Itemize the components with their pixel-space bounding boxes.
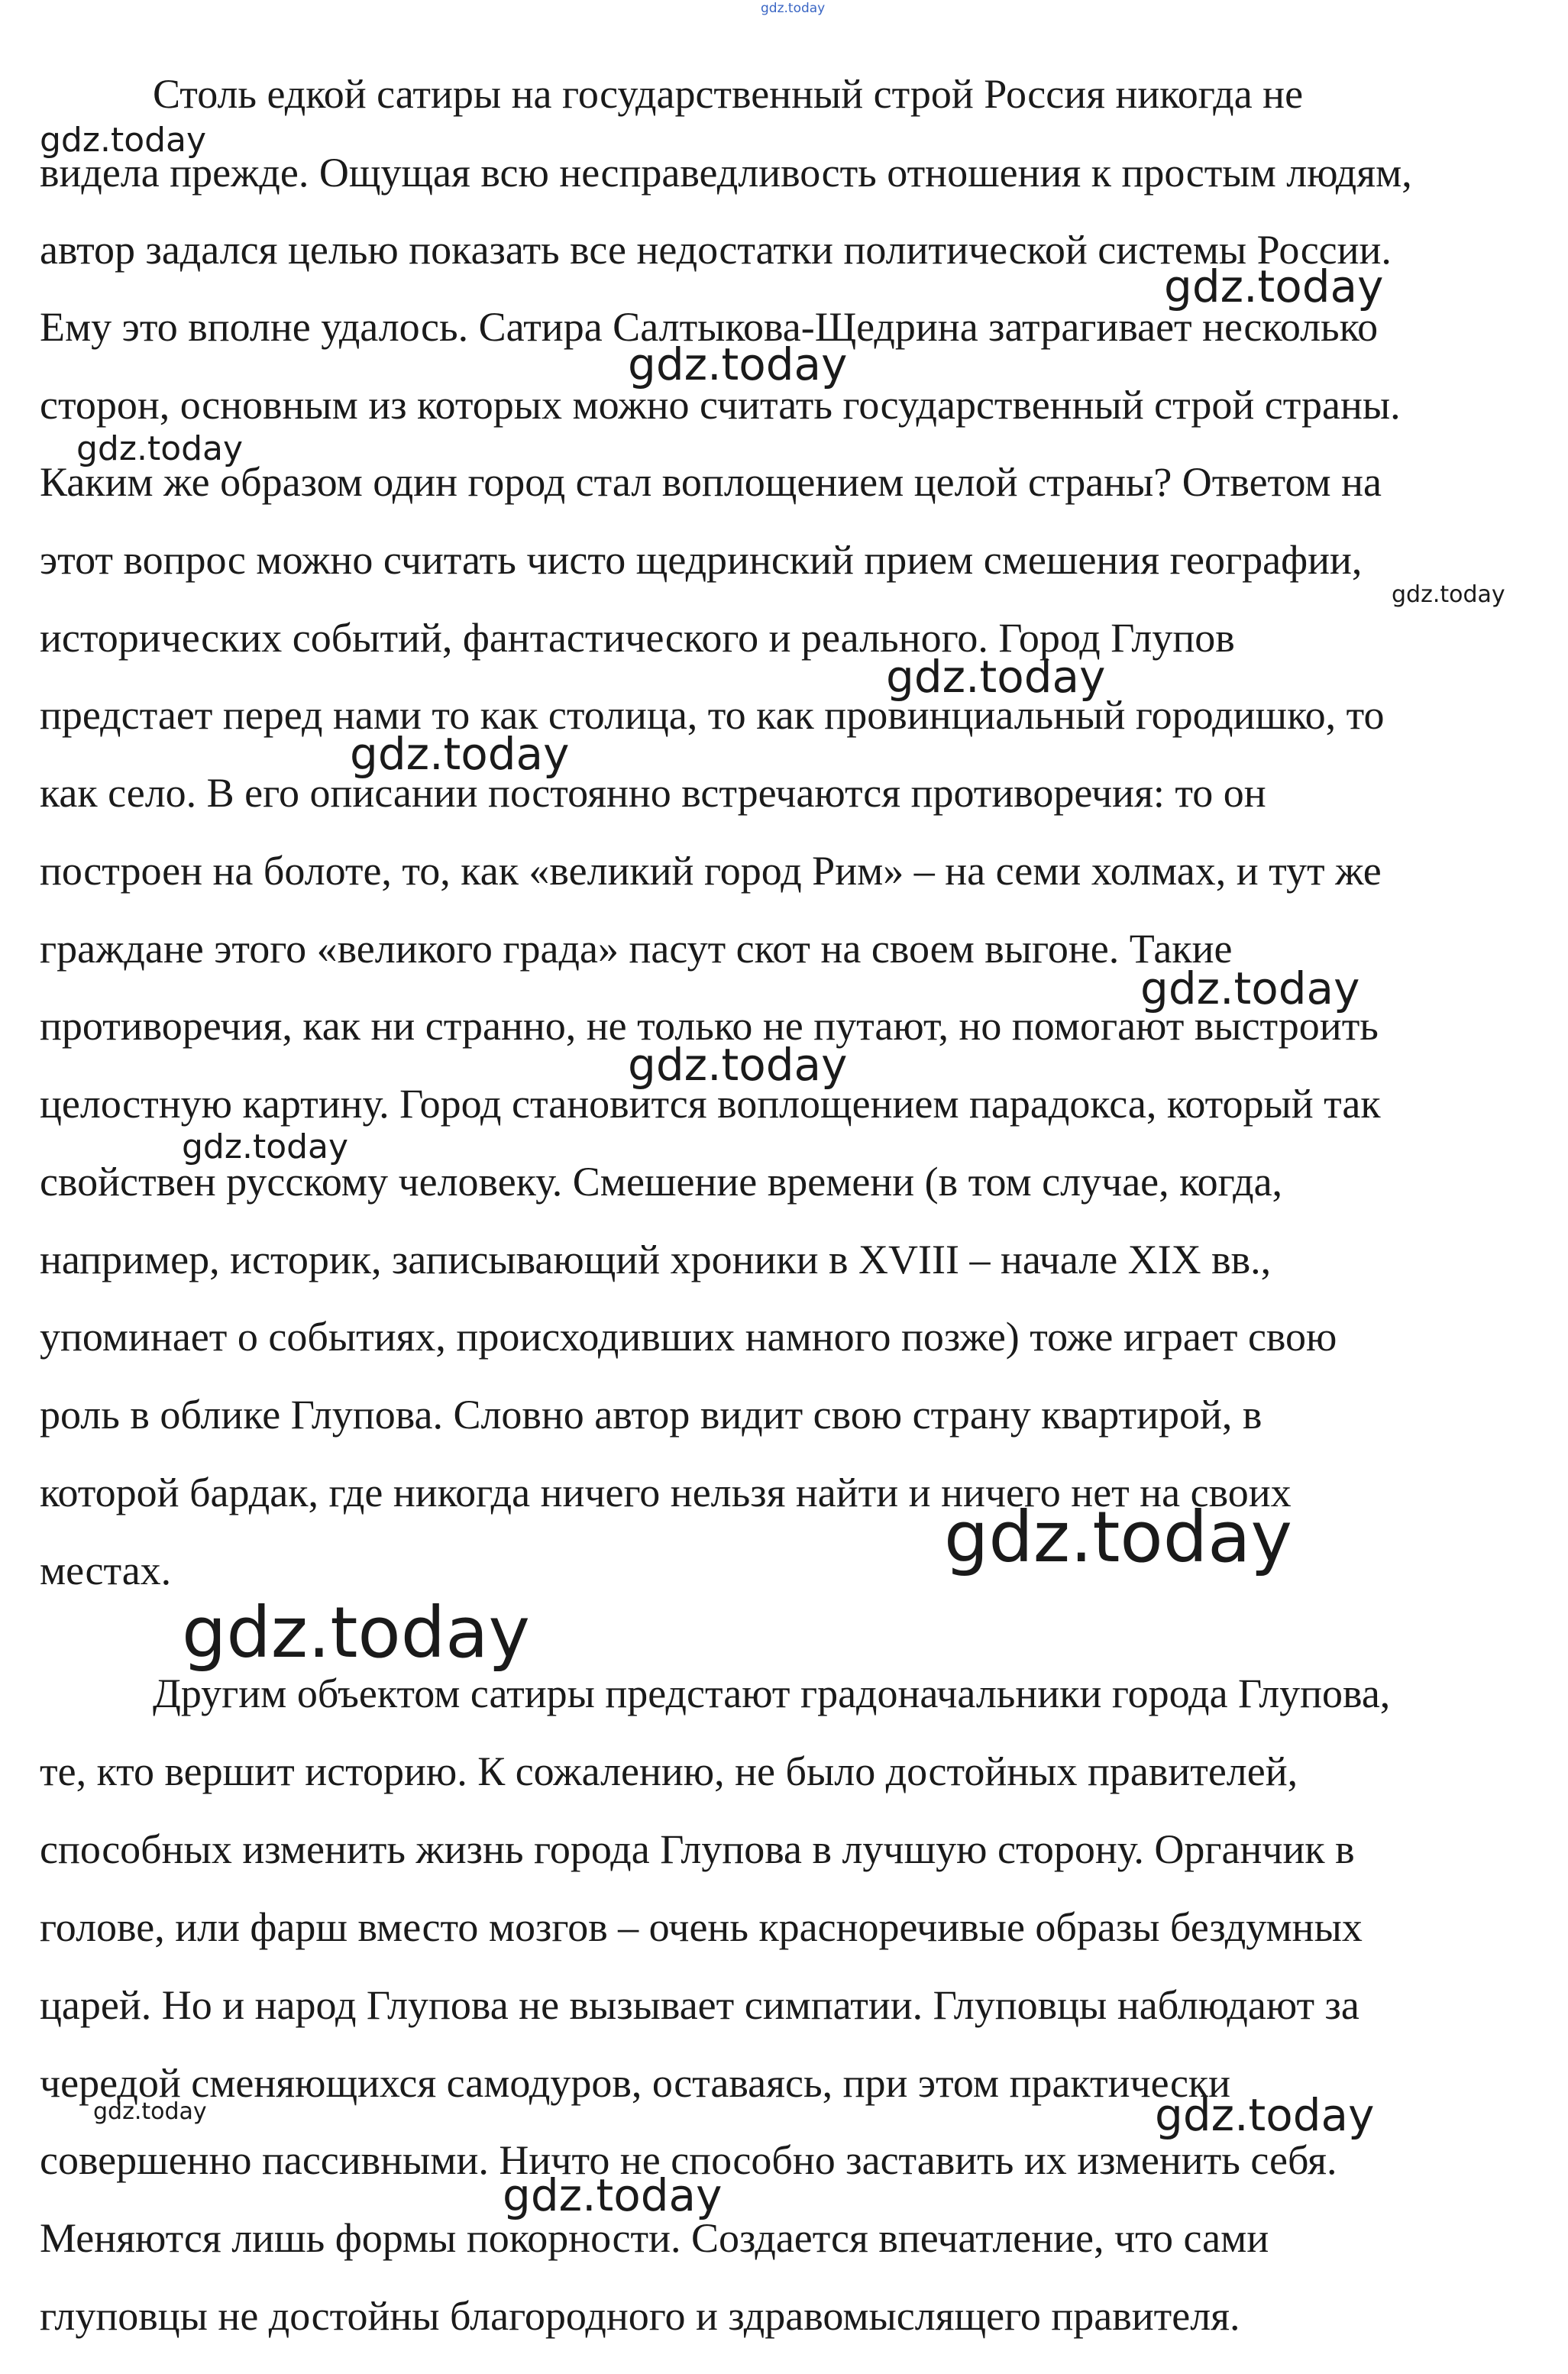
watermark: gdz.today [76,429,244,468]
watermark: gdz.today [1140,962,1360,1014]
text-line: этот вопрос можно считать чисто щедринский прием смешения географии, [40,537,1363,583]
text-line: те, кто вершит историю. К сожалению, не было достойных правителей, [40,1748,1298,1794]
text-line: глуповцы не достойны благородного и здравомыслящего правителя. [40,2293,1240,2339]
text-line: которой бардак, где никогда ничего нельзя найти и ничего нет на своих [40,1470,1292,1515]
watermark: gdz.today [628,1039,848,1091]
text-line: целостную картину. Город становится воплощением парадокса, который так [40,1081,1381,1127]
text-line: видела прежде. Ощущая всю несправедливость отношения к простым людям, [40,150,1412,196]
text-line: местах. [40,1548,172,1593]
text-line: Ему это вполне удалось. Сатира Салтыкова-Щедрина затрагивает несколько [40,304,1379,350]
text-line: чередой сменяющихся самодуров, оставаясь, при этом практически [40,2060,1231,2106]
text-line: Столь едкой сатиры на государственный строй Россия никогда не [153,71,1304,117]
text-line: упоминает о событиях, происходивших намного позже) тоже играет свою [40,1314,1337,1360]
text-line: например, историк, записывающий хроники в XVIII – начале XIX вв., [40,1237,1272,1282]
text-line: предстает перед нами то как столица, то как провинциальный городишко, то [40,692,1385,738]
text-line: построен на болоте, то, как «великий город Рим» – на семи холмах, и тут же [40,848,1382,894]
text-line: свойствен русскому человеку. Смешение времени (в том случае, когда, [40,1159,1283,1205]
watermark: gdz.today [1164,260,1384,312]
watermark: gdz.today [628,338,848,390]
watermark: gdz.today [350,728,570,780]
text-line: Каким же образом один город стал воплощением целой страны? Ответом на [40,459,1382,505]
watermark: gdz.today [1392,581,1505,608]
text-line: Меняются лишь формы покорности. Создается впечатление, что сами [40,2215,1269,2261]
watermark: gdz.today [182,1127,349,1166]
text-line: роль в облике Глупова. Словно автор видит свою страну квартирой, в [40,1392,1262,1438]
text-line: совершенно пассивными. Ничто не способно заставить их изменить себя. [40,2137,1337,2183]
text-line: как село. В его описании постоянно встречаются противоречия: то он [40,770,1266,816]
text-line: противоречия, как ни странно, не только не путают, но помогают выстроить [40,1003,1379,1049]
text-line: голове, или фарш вместо мозгов – очень красноречивые образы бездумных [40,1904,1363,1950]
watermark-top: gdz.today [761,1,826,16]
watermark: gdz.today [93,2098,207,2125]
watermark: gdz.today [40,121,207,160]
watermark: gdz.today [944,1496,1292,1578]
watermark: gdz.today [886,651,1106,703]
text-line: сторон, основным из которых можно считать государственный строй страны. [40,382,1401,428]
text-line: автор задался целью показать все недостатки политической системы России. [40,227,1392,273]
text-line: Другим объектом сатиры предстают градоначальники города Глупова, [153,1671,1391,1716]
watermark: gdz.today [182,1592,530,1674]
watermark: gdz.today [1155,2089,1375,2141]
text-line: исторических событий, фантастического и реального. Город Глупов [40,615,1235,661]
text-line: способных изменить жизнь города Глупова в лучшую сторону. Органчик в [40,1826,1355,1872]
text-line: царей. Но и народ Глупова не вызывает симпатии. Глуповцы наблюдают за [40,1982,1359,2028]
text-line: граждане этого «великого града» пасут скот на своем выгоне. Такие [40,926,1233,972]
watermark: gdz.today [503,2169,723,2221]
